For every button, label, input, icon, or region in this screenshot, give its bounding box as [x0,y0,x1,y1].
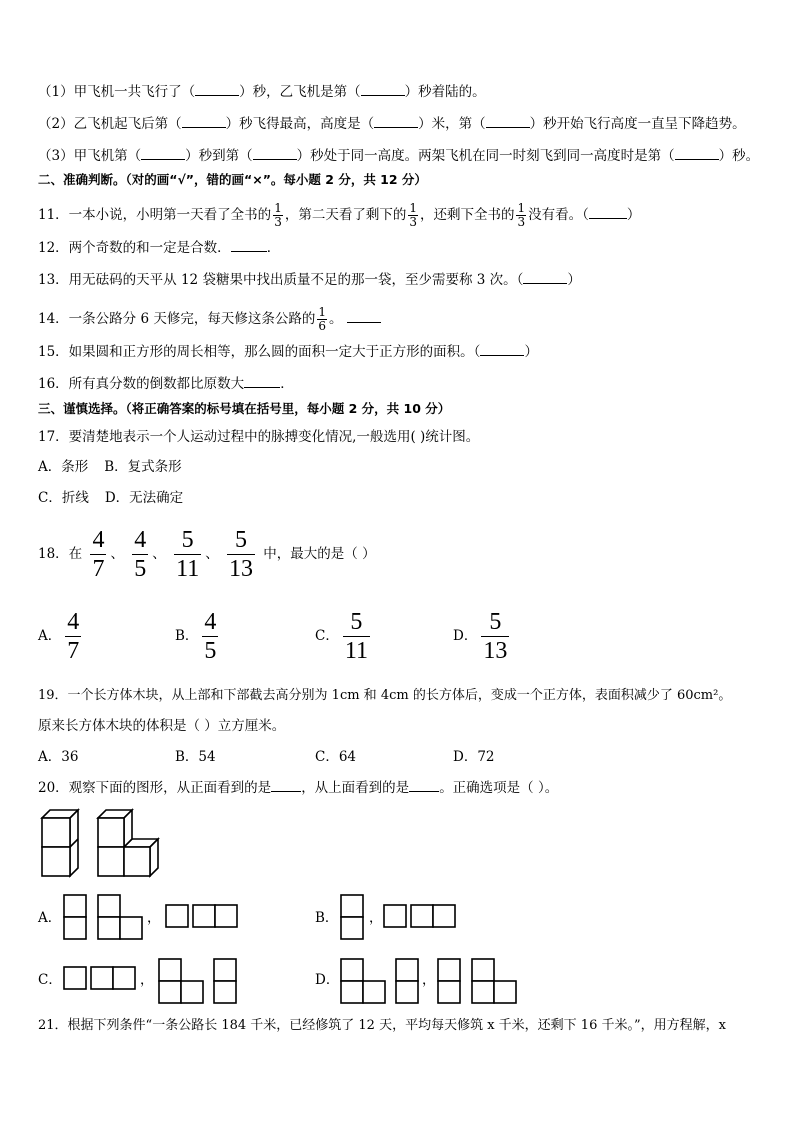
q20-option-a-front-view-1 [62,893,90,943]
denominator: 13 [228,556,253,582]
text: 13．用无砝码的天平从 12 袋糖果中找出质量不足的那一袋，至少需要称 3 次。（ [38,272,524,288]
answer-blank [361,95,405,96]
fraction-4-7 [90,526,106,583]
question-19-line-1: 19．一个长方体木块，从上部和下部截去高分别为 1cm 和 4cm 的长方体后，变成一个正方体，表面积减少了 60cm²。 [38,688,732,703]
answer-blank [195,95,239,96]
text: ）秒开始飞行高度一直呈下降趋势。 [529,116,746,132]
fraction-4-5 [132,526,148,583]
question-18-option-b[interactable] [175,606,222,666]
text: ） [567,272,581,288]
option-a[interactable]: A．条形 [38,459,89,475]
denominator: 5 [134,556,147,582]
question-16 [38,374,294,394]
fraction-5-11 [174,526,201,583]
denominator: 3 [517,215,526,229]
q20-option-a-top-view [164,903,244,931]
denominator: 5 [204,638,217,664]
q20-option-c-view-2 [157,957,209,1007]
answer-blank [253,159,297,160]
denominator: 6 [318,319,326,333]
q20-option-c-view-1 [62,965,142,993]
comma: ， [422,972,436,988]
answer-blank [589,218,627,219]
text: 14．一条公路分 6 天修完，每天修这条公路的 [38,311,316,327]
answer-blank [347,322,381,323]
answer-blank [675,159,719,160]
q20-option-d-view-2 [394,957,422,1007]
denominator: 3 [274,215,282,229]
question-19-option-a[interactable]: A．36 [38,749,79,765]
answer-blank [486,127,530,128]
question-11 [38,200,640,230]
text: ） [524,344,538,360]
q20-option-d-view-4 [470,957,522,1007]
denominator: 7 [92,556,105,582]
q20-option-b-front-view [339,893,367,943]
numerator: 1 [517,201,526,215]
numerator: 5 [174,526,201,555]
answer-blank [271,791,301,792]
option-label: C． [315,628,339,644]
text: ）秒着陆的。 [404,84,486,100]
numerator: 4 [67,609,80,635]
answer-blank [409,791,439,792]
text: ）米，第（ [418,116,486,132]
question-19-line-2: 原来长方体木块的体积是（ ）立方厘米。 [38,718,286,734]
answer-blank [523,283,567,284]
option-label: A． [38,628,62,644]
fraction-4-5 [202,608,218,665]
text: 15．如果圆和正方形的周长相等，那么圆的面积一定大于正方形的面积。（ [38,344,481,360]
separator: 、 [152,546,166,562]
numerator: 5 [227,526,255,555]
text: ） [626,207,641,223]
option-label: D． [453,628,478,644]
cube-figure-right [94,808,162,878]
numerator: 5 [481,608,509,637]
q20-option-d-label[interactable]: D． [315,972,340,988]
q20-option-b-label[interactable]: B． [315,910,339,926]
question-19-option-c[interactable]: C．64 [315,749,357,765]
fraction-4-7 [65,608,81,665]
numerator: 1 [409,201,417,215]
question-18-option-d[interactable] [453,606,513,666]
denominator: 7 [67,638,80,664]
fraction [408,202,418,229]
comma: ， [140,972,154,988]
numerator: 5 [343,608,370,637]
answer-blank [182,127,226,128]
text: ）秒。 [718,148,760,164]
text: ． [280,376,294,392]
question-19-option-b[interactable]: B．54 [175,749,216,765]
text: 。正确选项是（ ）。 [439,780,559,796]
text: ，还剩下全书的 [419,207,515,223]
prev-q-line-3 [38,146,759,166]
text: 16．所有真分数的倒数都比原数大 [38,376,245,392]
q20-option-c-label[interactable]: C． [38,972,62,988]
denominator: 11 [176,556,200,582]
fraction-5-13 [481,608,509,665]
fraction-5-11 [343,608,370,665]
text: ）秒到第（ [185,148,253,164]
option-c[interactable]: C．折线 [38,490,89,506]
q20-option-a-front-view-2 [96,893,148,943]
q20-option-c-view-3 [212,957,240,1007]
q20-option-d-view-3 [436,957,464,1007]
text: （2）乙飞机起飞后第（ [38,116,182,132]
question-21-line-1: 21．根据下列条件“一条公路长 184 千米，已经修筑了 12 天，平均每天修筑 x 千米，还剩下 16 千米。”，用方程解，x [38,1018,726,1033]
question-17-options-row1 [38,457,182,477]
prev-q-line-2 [38,114,746,134]
text: 18．在 [38,546,83,562]
prev-q-line-1 [38,82,486,102]
question-17-stem: 17．要清楚地表示一个人运动过程中的脉搏变化情况,一般选用( )统计图。 [38,429,480,445]
numerator: 4 [134,527,147,553]
q20-option-a-label[interactable]: A． [38,910,62,926]
text: 没有看。（ [528,207,589,223]
q20-option-d-view-1 [339,957,391,1007]
comma: ， [147,910,161,926]
question-13 [38,270,581,290]
text: 20．观察下面的图形，从正面看到的是 [38,780,272,796]
text: ）秒飞得最高，高度是（ [225,116,375,132]
separator: 、 [205,546,219,562]
text: ）秒，乙飞机是第（ [239,84,361,100]
cube-figure-left [38,808,82,878]
separator: 、 [110,546,124,562]
text: ． [266,240,281,256]
comma: ， [369,910,383,926]
question-20-stem [38,778,558,798]
question-12 [38,238,280,258]
fraction [273,202,283,229]
denominator: 11 [344,638,368,664]
numerator: 4 [204,609,217,635]
text: ，从上面看到的是 [301,780,410,796]
text: ，第二天看了剩下的 [284,207,407,223]
denominator: 13 [483,638,508,664]
text: （3）甲飞机第（ [38,148,142,164]
denominator: 3 [409,215,417,229]
answer-blank [141,159,185,160]
text: ）秒处于同一高度。两架飞机在同一时刻飞到同一高度时是第（ [296,148,675,164]
fraction [317,306,327,333]
answer-blank [374,127,418,128]
text: 中，最大的是（ ） [263,546,376,562]
question-18-option-c[interactable] [315,606,374,666]
numerator: 1 [274,201,282,215]
q20-option-b-top-view [382,903,462,931]
numerator: 1 [318,305,326,319]
section-3-title: 三、谨慎选择。（将正确答案的标号填在括号里，每小题 2 分，共 10 分） [38,401,451,416]
answer-blank [231,251,267,252]
fraction-5-13 [227,526,255,583]
numerator: 4 [92,527,105,553]
option-b[interactable]: B．复式条形 [104,459,182,475]
question-19-option-d[interactable]: D．72 [453,749,495,765]
text: 12．两个奇数的和一定是合数． [38,240,231,256]
option-label: B． [175,628,199,644]
answer-blank [244,387,280,388]
section-2-title: 二、准确判断。（对的画“√”，错的画“×”。每小题 2 分，共 12 分） [38,172,427,187]
question-18-stem [38,524,376,584]
question-17-options-row2 [38,488,183,508]
question-15 [38,342,538,362]
text: 11．一本小说，小明第一天看了全书的 [38,207,272,223]
fraction [516,202,526,229]
option-d[interactable]: D．无法确定 [104,490,184,506]
question-18-option-a[interactable] [38,606,85,666]
text: （1）甲飞机一共飞行了（ [38,84,196,100]
question-14 [38,304,381,334]
text: 。 [329,311,343,327]
answer-blank [480,355,524,356]
